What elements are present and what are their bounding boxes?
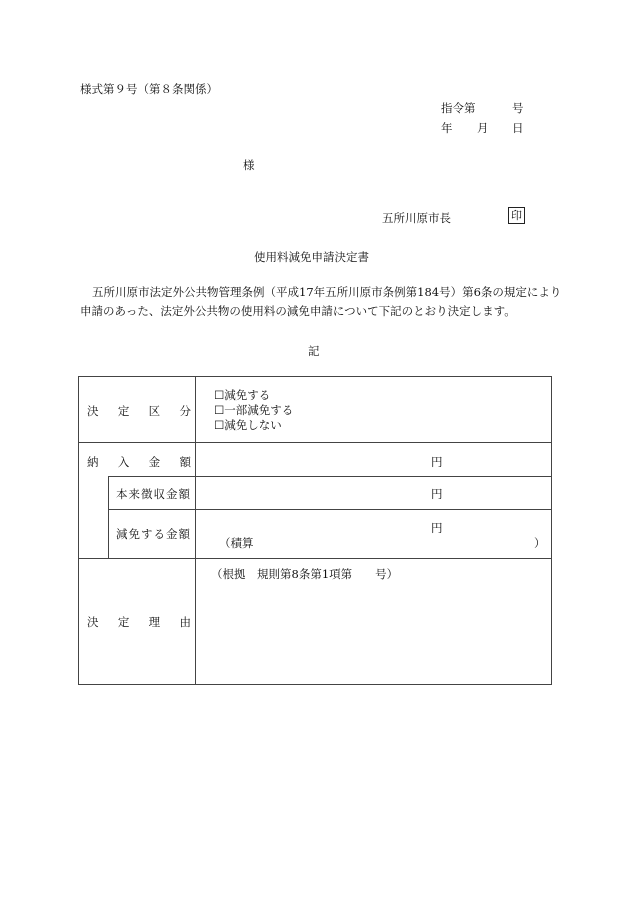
date-year: 年 bbox=[441, 121, 453, 135]
seal-mark: 印 bbox=[508, 207, 525, 224]
col-divider bbox=[195, 377, 196, 684]
option-not-exempt[interactable]: ☐減免しない bbox=[214, 418, 282, 432]
sub-col-divider bbox=[108, 476, 109, 558]
addressee-suffix: 様 bbox=[243, 158, 255, 172]
option-partial-exempt[interactable]: ☐一部減免する bbox=[214, 403, 294, 417]
calculation-open: （積算 bbox=[219, 536, 254, 550]
payment-yen: 円 bbox=[431, 455, 443, 469]
calculation-close: ） bbox=[534, 536, 546, 550]
ki-heading: 記 bbox=[308, 344, 320, 358]
original-amount-label: 本来徴収金額 bbox=[116, 487, 191, 501]
directive-suffix: 号 bbox=[512, 101, 524, 115]
row-line-1 bbox=[79, 442, 551, 443]
form-number: 様式第９号（第８条関係） bbox=[80, 82, 218, 96]
row-line-3 bbox=[108, 509, 551, 510]
row-line-2 bbox=[108, 476, 551, 477]
row-line-4 bbox=[79, 558, 551, 559]
decision-category-label: 決 定 区 分 bbox=[87, 404, 191, 418]
reduction-amount-label: 減免する金額 bbox=[116, 527, 191, 541]
directive-prefix: 指令第 bbox=[441, 101, 476, 115]
body-line-2: 申請のあった、法定外公共物の使用料の減免申請について下記のとおり決定します。 bbox=[80, 304, 516, 318]
payment-amount-label: 納 入 金 額 bbox=[87, 455, 191, 469]
date-day: 日 bbox=[512, 121, 524, 135]
date-month: 月 bbox=[477, 121, 489, 135]
body-line-1: 五所川原市法定外公共物管理条例（平成17年五所川原市条例第184号）第6条の規定により bbox=[92, 285, 562, 299]
original-yen: 円 bbox=[431, 487, 443, 501]
document-title: 使用料減免申請決定書 bbox=[254, 250, 369, 264]
reason-basis: （根拠 規則第8条第1項第 号） bbox=[211, 567, 399, 581]
option-exempt[interactable]: ☐減免する bbox=[214, 388, 271, 402]
body-paragraph bbox=[80, 283, 560, 321]
issuer: 五所川原市長 bbox=[382, 211, 451, 225]
decision-reason-label: 決 定 理 由 bbox=[87, 615, 191, 629]
decision-table bbox=[78, 376, 552, 685]
reduction-yen: 円 bbox=[431, 521, 443, 535]
